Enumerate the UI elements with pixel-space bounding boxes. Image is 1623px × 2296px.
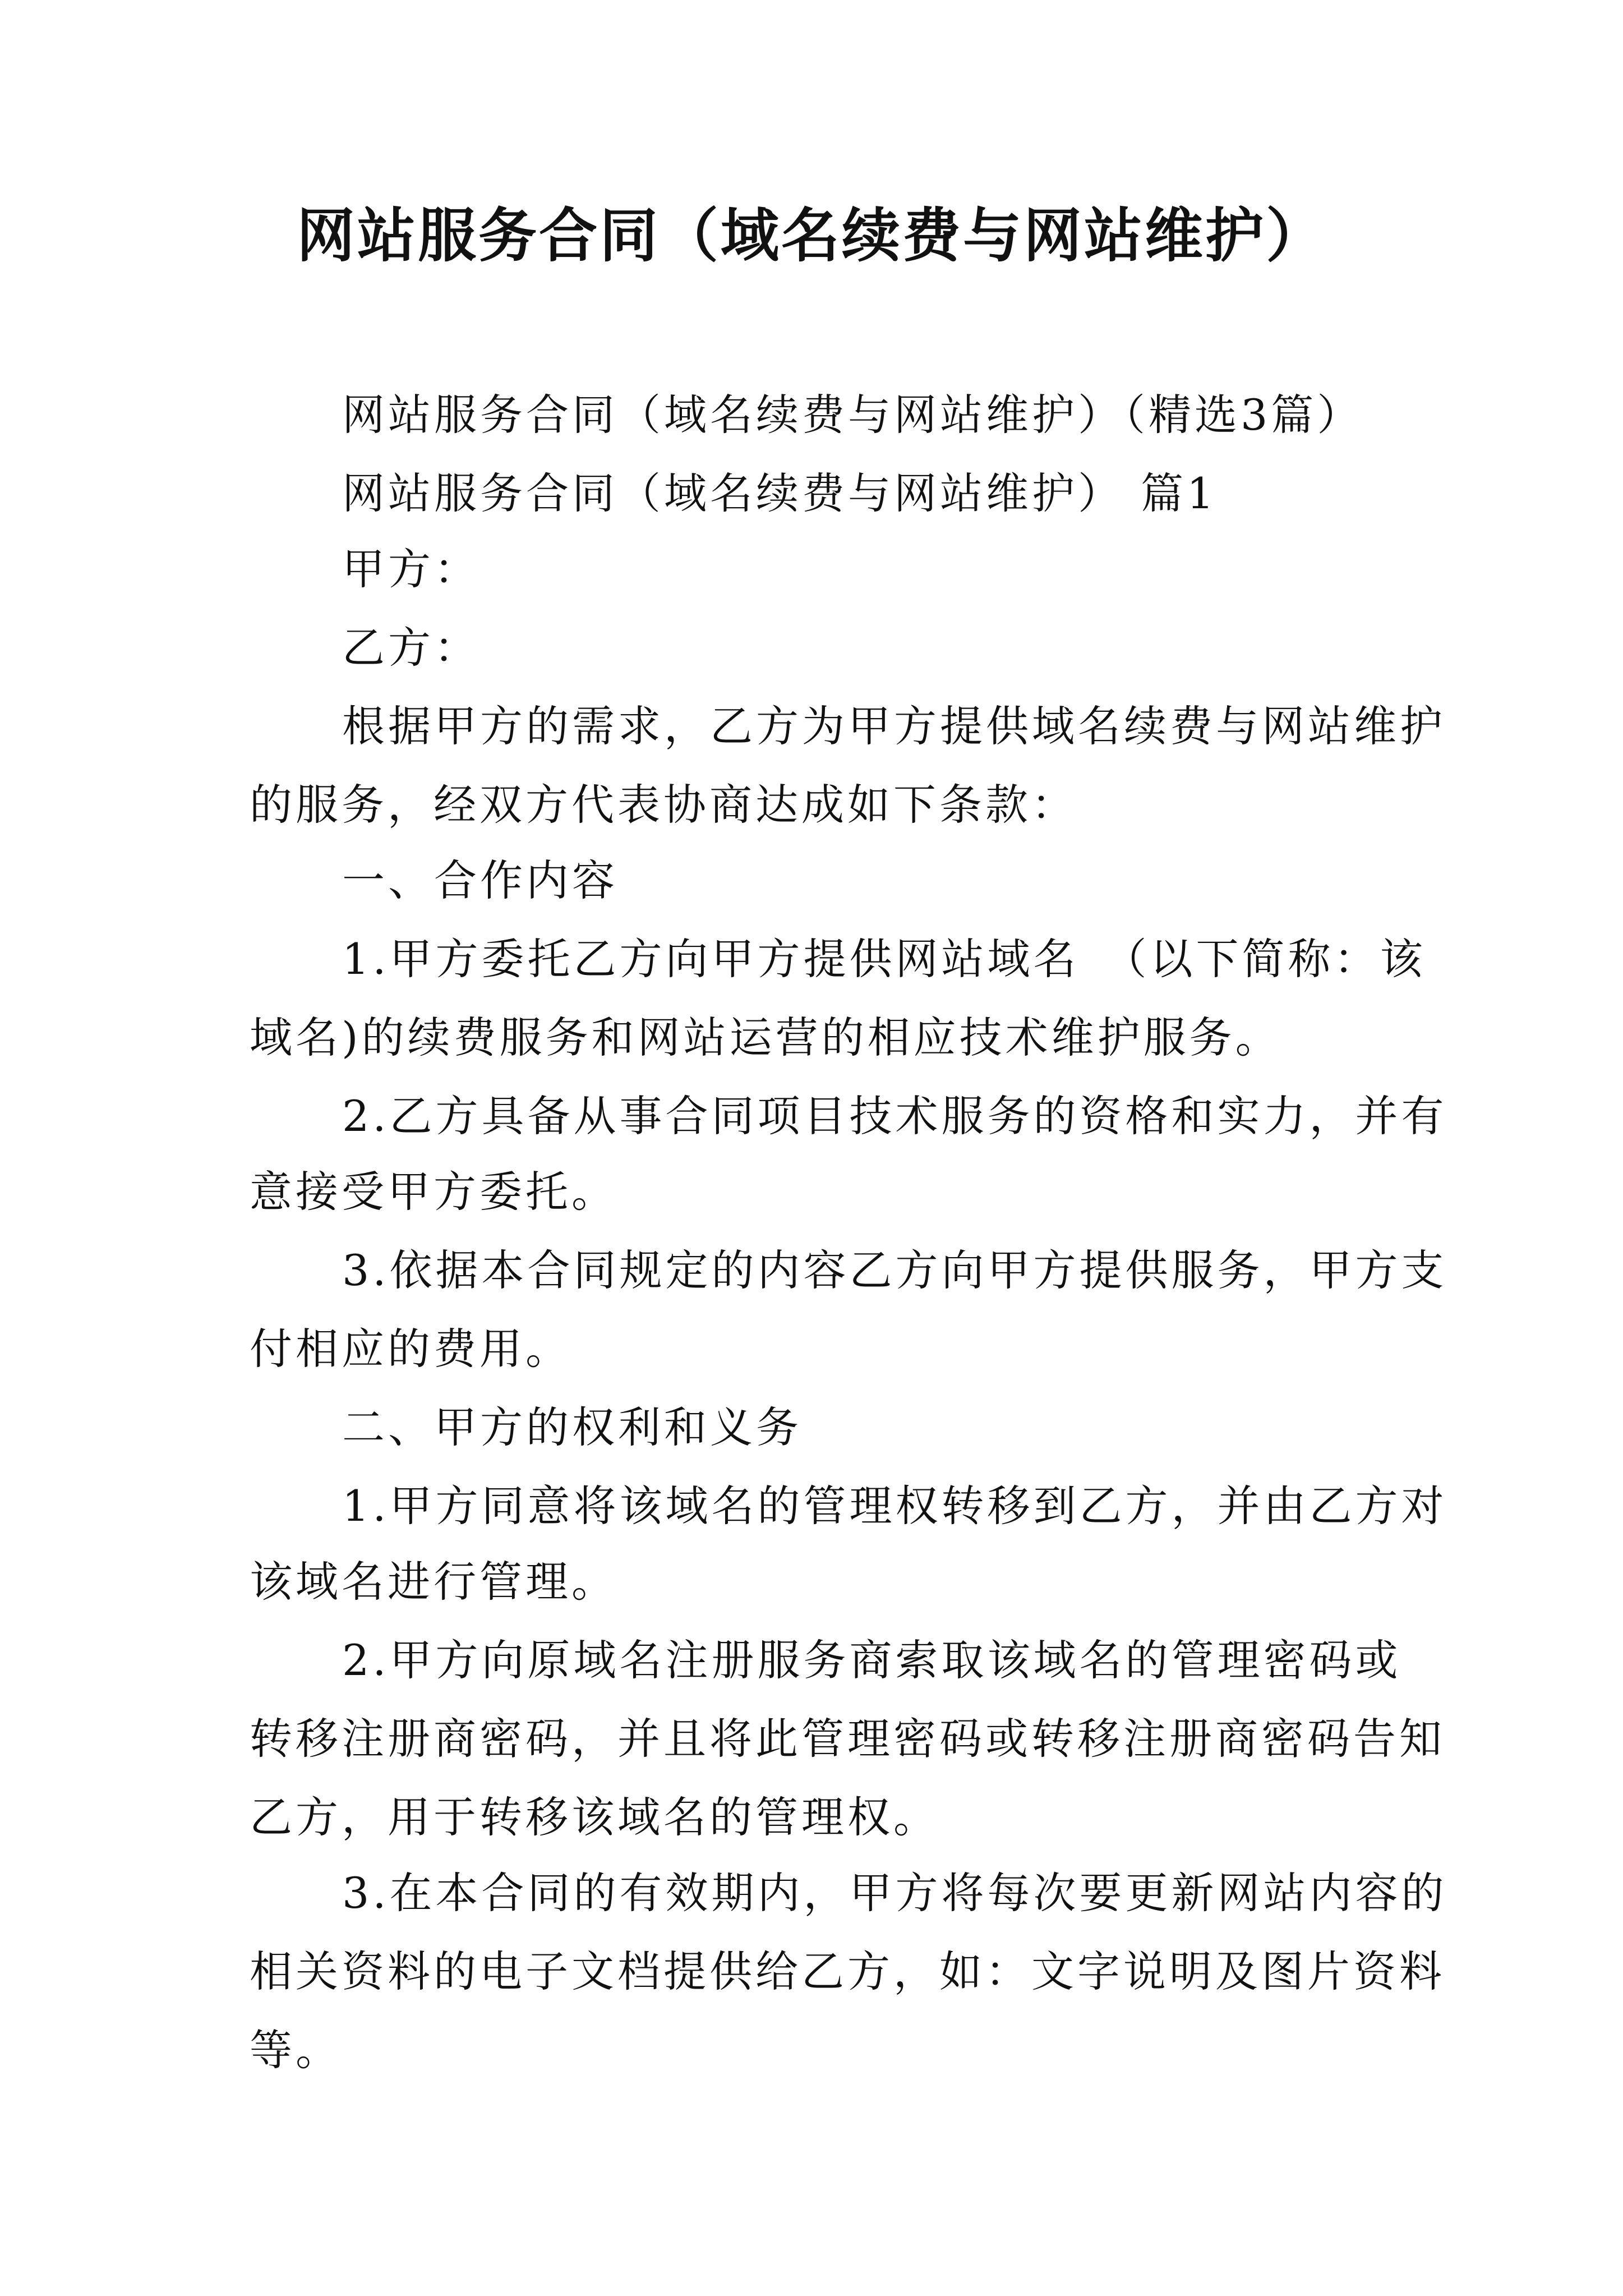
paragraph-line: 的服务，经双方代表协商达成如下条款： — [250, 780, 1077, 830]
paragraph-line: 2.乙方具备从事合同项目技术服务的资格和实力，并有 — [342, 1091, 1447, 1141]
clause-heading: 一、合作内容 — [342, 855, 618, 905]
paragraph-line: 相关资料的电子文档提供给乙方，如：文字说明及图片资料 — [250, 1947, 1445, 1996]
paragraph-line: 域名)的续费服务和网站运营的相应技术维护服务。 — [250, 1013, 1281, 1062]
paragraph-line: 付相应的费用。 — [250, 1324, 571, 1374]
paragraph-line: 1.甲方委托乙方向甲方提供网站域名 （以下简称：该 — [342, 934, 1426, 984]
paragraph-line: 根据甲方的需求，乙方为甲方提供域名续费与网站维护 — [342, 701, 1446, 751]
paragraph-line: 2.甲方向原域名注册服务商索取该域名的管理密码或 — [342, 1635, 1401, 1685]
paragraph-line: 乙方，用于转移该域名的管理权。 — [250, 1792, 939, 1842]
paragraph-line: 转移注册商密码，并且将此管理密码或转移注册商密码告知 — [250, 1714, 1445, 1764]
paragraph-line: 1.甲方同意将该域名的管理权转移到乙方，并由乙方对 — [342, 1481, 1447, 1531]
party-a-line: 甲方： — [342, 544, 480, 594]
paragraph-line: 该域名进行管理。 — [250, 1557, 617, 1607]
paragraph-line: 3.在本合同的有效期内，甲方将每次要更新网站内容的 — [342, 1868, 1447, 1918]
paragraph-line: 等。 — [250, 2025, 342, 2075]
paragraph-line: 意接受甲方委托。 — [250, 1167, 617, 1217]
section-heading: 网站服务合同（域名续费与网站维护） 篇1 — [342, 468, 1218, 518]
document-title: 网站服务合同（域名续费与网站维护） — [296, 201, 1326, 270]
party-b-line: 乙方： — [342, 623, 480, 673]
subtitle-line: 网站服务合同（域名续费与网站维护）（精选3篇） — [342, 390, 1363, 440]
clause-heading: 二、甲方的权利和义务 — [342, 1402, 802, 1452]
paragraph-line: 3.依据本合同规定的内容乙方向甲方提供服务，甲方支 — [342, 1245, 1447, 1295]
